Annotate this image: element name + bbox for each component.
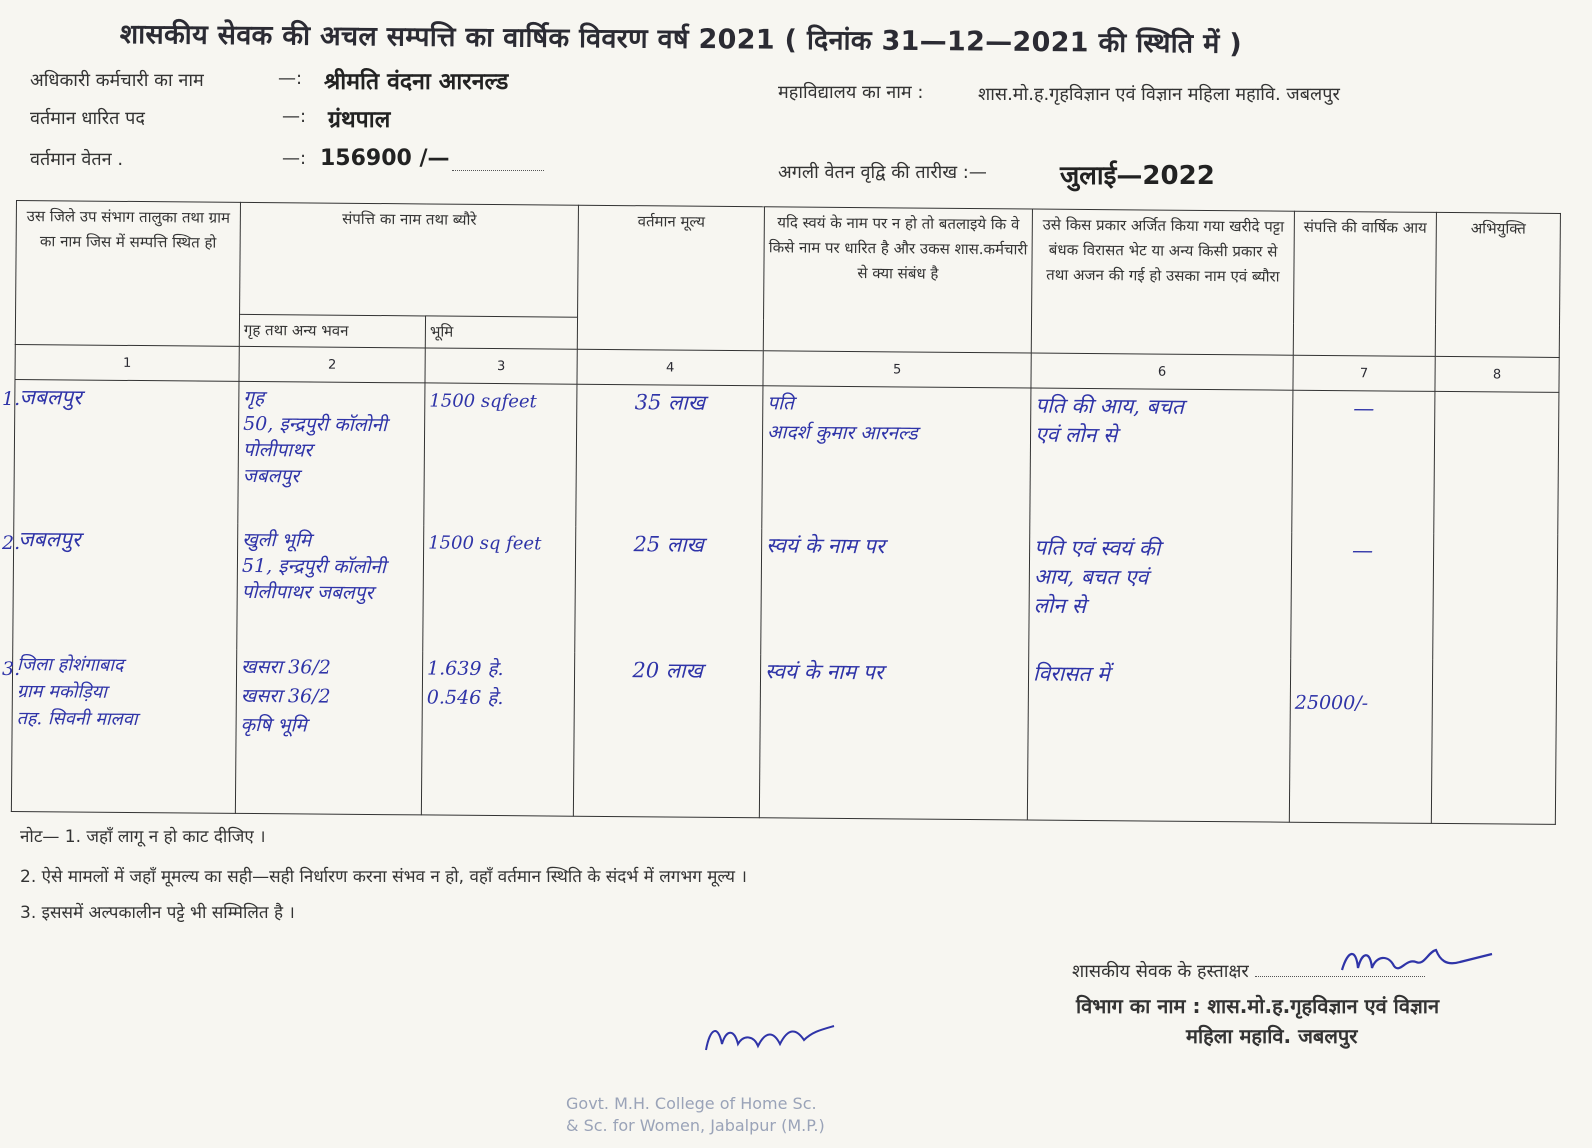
page-title: शासकीय सेवक की अचल सम्पत्ति का वार्षिक विवरण वर्ष 2021 ( दिनांक 31—12—2021 की स्थिति में ) [119,18,1243,60]
col-number: 1 [15,344,239,381]
cell-holder: पति आदर्श कुमार आरनल्ड [762,386,1031,530]
subheader-land: भूमि [425,316,577,349]
cell-income: — [1292,390,1435,533]
col-number: 5 [763,351,1031,388]
subheader-building: गृह तथा अन्य भवन [239,314,425,348]
header-property-details: संपत्ति का नाम तथा ब्यौरे [240,202,579,317]
cell-income: 25000/- [1289,658,1432,823]
cell-remarks [1434,391,1559,534]
header-current-value: वर्तमान मूल्य [577,205,764,351]
college-stamp-line-2: & Sc. for Women, Jabalpur (M.P.) [566,1116,825,1135]
college-stamp-line-1: Govt. M.H. College of Home Sc. [566,1094,817,1113]
cell-holder: स्वयं के नाम पर [759,654,1028,820]
college-label: महाविद्यालय का नाम : [778,82,924,103]
cell-acquired: विरासत में [1027,656,1290,822]
salary-dotted-line [452,170,544,171]
post-label: वर्तमान धारित पद [30,108,145,129]
cell-holder: स्वयं के नाम पर [761,528,1030,656]
post-separator: —: [282,106,307,127]
row-serial-1: 1. [2,388,21,410]
post-value: ग्रंथपाल [328,107,391,133]
cell-building: गृह 50, इन्द्रपुरी कॉलोनी पोलीपाथर जबलपुर [238,381,425,525]
property-table [11,200,1560,825]
cell-value: 25 लाख [575,526,762,654]
cell-acquired: पति की आय, बचत एवं लोन से [1030,388,1293,532]
cell-remarks [1433,533,1558,660]
table-row [11,647,1556,824]
cell-land: 1500 sq feet [423,525,576,652]
cell-remarks [1431,659,1556,824]
header-holder: यदि स्वयं के नाम पर न हो तो बतलाइये कि वे किसे नाम पर धारित है और उकस शास.कर्मचारी से क्या संबंध है [763,207,1032,353]
college-value: शास.मो.ह.गृहविज्ञान एवं विज्ञान महिला महावि. जबलपुर [978,84,1340,105]
principal-signature [696,1010,846,1060]
header-annual-income: संपत्ति की वार्षिक आय [1293,211,1436,356]
cell-location: जबलपुर [13,521,238,649]
salary-separator: —: [282,148,307,169]
col-number: 7 [1293,355,1435,391]
col-number: 6 [1031,353,1293,390]
cell-location: जबलपुर [14,379,239,523]
col-number: 8 [1435,356,1559,392]
col-number: 3 [425,348,577,384]
col-number: 2 [239,346,425,383]
table-row [14,379,1559,534]
name-value: श्रीमति वंदना आरनल्ड [324,69,509,95]
salary-label: वर्तमान वेतन . [30,149,124,170]
cell-income: — [1291,532,1434,659]
cell-building: खुली भूमि 51, इन्द्रपुरी कॉलोनी पोलीपाथर जबलपुर [237,523,424,651]
note-3: 3. इससमें अल्पकालीन पट्टे भी सम्मिलित है । [20,903,295,923]
note-1: नोट— 1. जहाँ लागू न हो काट दीजिए । [20,827,266,847]
cell-land: 1500 sqfeet [424,383,577,526]
header-acquisition: उसे किस प्रकार अर्जित किया गया खरीदे पट्टा बंधक विरासत भेट या अन्य किसी प्रकार से तथा अजन की गई हो उसका नाम एवं ब्यौरा [1031,209,1294,355]
signature-label-text: शासकीय सेवक के हस्ताक्षर [1072,961,1249,982]
increment-label: अगली वेतन वृद्वि की तारीख :— [778,162,987,183]
note-2: 2. ऐसे मामलों में जहाँ मूमल्य का सही—सही निर्धारण करना संभव न हो, वहाँ वर्तमान स्थिति के संदर्भ में लगभग मूल्य । [20,867,747,887]
table-row [13,521,1558,660]
increment-value: जुलाई—2022 [1060,161,1215,191]
header-remarks: अभियुक्ति [1435,212,1560,357]
name-label: अधिकारी कर्मचारी का नाम [30,70,204,91]
header-location: उस जिले उप संभाग तालुका तथा ग्राम का नाम जिस में सम्पत्ति स्थित हो [15,201,240,347]
salary-value: 156900 /— [320,146,450,171]
cell-value: 20 लाख [573,652,760,818]
employee-signature [1336,940,1496,982]
name-separator: —: [278,68,303,89]
cell-land: 1.639 हे. 0.546 हे. [421,651,574,816]
department-line-2: महिला महावि. जबलपुर [1186,1024,1358,1048]
cell-acquired: पति एवं स्वयं की आय, बचत एवं लोन से [1029,530,1292,658]
col-number: 4 [577,349,763,386]
cell-building: खसरा 36/2 खसरा 36/2 कृषि भूमि [235,649,422,815]
cell-value: 35 लाख [576,384,763,528]
cell-location: जिला होशंगाबाद ग्राम मकोड़िया तह. सिवनी मालवा [11,647,236,813]
row-serial-2: 2. [2,532,21,554]
department-line-1: विभाग का नाम : शास.मो.ह.गृहविज्ञान एवं विज्ञान [1076,994,1440,1018]
row-serial-3: 3. [2,658,21,680]
